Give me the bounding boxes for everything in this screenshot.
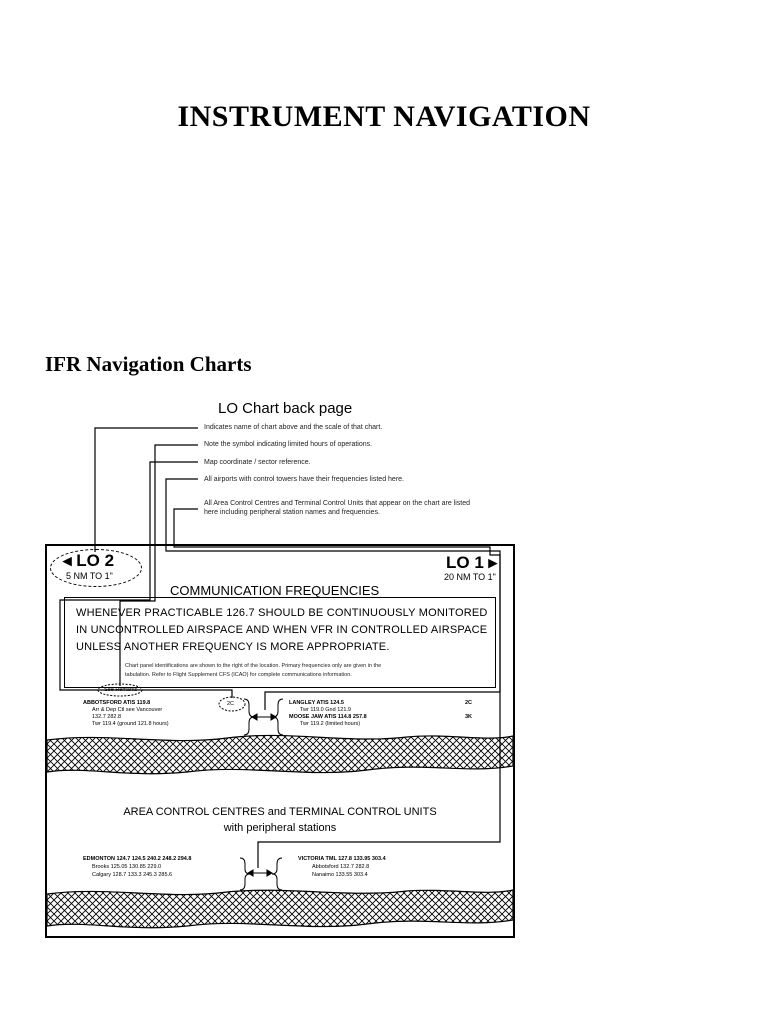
acc-right-line2: Abbotsford 132.7 282.8 — [312, 864, 370, 870]
left-airport-line2: Arr & Dep Ctl see Vancouver — [92, 707, 163, 713]
lo2-label: ◂ LO 2 — [63, 551, 115, 570]
left-airport-line3: 132.7 282.8 — [92, 714, 122, 720]
left-airport-line4: Twr 119.4 (ground 121.8 hours) — [92, 721, 169, 727]
callout-5: All Area Control Centres and Terminal Control Units that appear on the chart are listed here including peripheral station names and frequencies. — [204, 500, 471, 516]
section-heading: IFR Navigation Charts — [45, 352, 252, 376]
right-airport-line3: MOOSE JAW ATIS 114.8 257.8 — [289, 714, 367, 720]
right-airport-line4: Twr 119.2 (limited hours) — [300, 721, 361, 727]
acc-left-line1: EDMONTON 124.7 124.5 240.2 248.2 294.8 — [83, 856, 192, 862]
hours-tag: See Remarks — [104, 687, 138, 693]
callout-3: Map coordinate / sector reference. — [204, 459, 311, 466]
callout-1: Indicates name of chart above and the scale of that chart. — [204, 424, 383, 431]
sector-left: 2C — [227, 701, 235, 707]
acc-subheading: with peripheral stations — [223, 822, 337, 834]
break-band-1 — [47, 730, 513, 780]
acc-left-line2: Brooks 125.05 130.85 229.0 — [92, 864, 162, 870]
comm-line-1: WHENEVER PRACTICABLE 126.7 SHOULD BE CONTINUOUSLY MONITORED — [76, 607, 488, 619]
callout-4: All airports with control towers have their frequencies listed here. — [204, 476, 404, 483]
acc-left-line3: Calgary 128.7 133.3 245.3 285.6 — [92, 872, 173, 878]
break-band-2 — [47, 886, 513, 934]
comm-frequencies-heading: COMMUNICATION FREQUENCIES — [170, 583, 380, 598]
right-airport-line1: LANGLEY ATIS 124.5 — [289, 700, 344, 706]
left-airport-line1: ABBOTSFORD ATIS 119.8 — [83, 700, 151, 706]
comm-small-2: tabulation. Refer to Flight Supplement CFS (ICAO) for complete communications information. — [125, 672, 352, 678]
comm-line-2: IN UNCONTROLLED AIRSPACE AND WHEN VFR IN CONTROLLED AIRSPACE — [76, 624, 488, 636]
right-airport-line2: Twr 119.0 Gnd 121.9 — [300, 707, 351, 713]
comm-line-3: UNLESS ANOTHER FREQUENCY IS MORE APPROPRIATE. — [76, 641, 390, 653]
acc-right-line1: VICTORIA TML 127.8 133.95 303.4 — [298, 856, 386, 862]
comm-small-1: Chart panel identifications are shown to the right of the location. Primary frequencies only are given in the — [125, 663, 382, 669]
lo1-label: LO 1 ▸ — [446, 553, 498, 572]
page-title: INSTRUMENT NAVIGATION — [177, 100, 591, 133]
sector-right-2: 3K — [465, 714, 473, 720]
lo2-label-text: LO 2 — [76, 551, 115, 570]
lo1-scale: 20 NM TO 1" — [444, 572, 496, 582]
acc-right-line3: Nanaimo 133.55 303.4 — [312, 872, 368, 878]
acc-heading: AREA CONTROL CENTRES and TERMINAL CONTROL UNITS — [123, 806, 437, 818]
sector-right-1: 2C — [465, 700, 473, 706]
lo1-label-text: LO 1 — [446, 553, 484, 572]
callout-2: Note the symbol indicating limited hours of operations. — [204, 441, 373, 448]
lo2-scale: 5 NM TO 1" — [66, 571, 113, 581]
figure-caption: LO Chart back page — [218, 400, 353, 417]
